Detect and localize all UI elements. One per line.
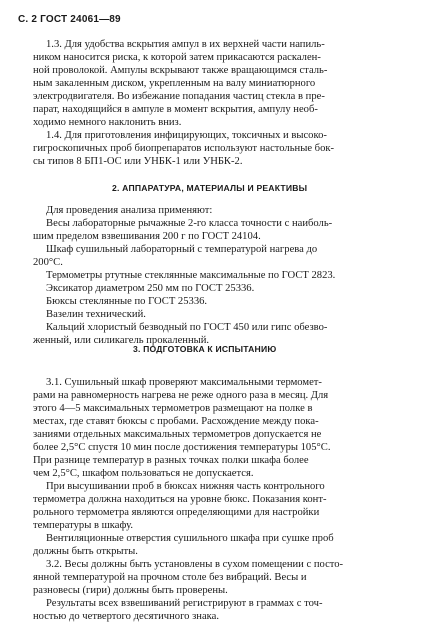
text-line: электродвигателя. Во избежание попадания частиц стекла в пре- — [33, 91, 325, 102]
text-line: Для проведения анализа применяют: — [46, 205, 213, 216]
text-line: женный, или силикагель прокаленный. — [33, 335, 210, 346]
text-line: 1.3. Для удобства вскрытия ампул в их верхней части напиль- — [46, 39, 325, 50]
text-line: 1.4. Для приготовления инфицирующих, токсичных и высоко- — [46, 130, 327, 141]
text-line: При разнице температур в разных точках полки шкафа более — [33, 455, 309, 466]
text-line: местах, где ставят бюксы с пробами. Расхождение между пока- — [33, 416, 319, 427]
text-line: заниями отдельных максимальных термометров допускается не — [33, 429, 322, 440]
text-line: Кальций хлористый безводный по ГОСТ 450 или гипс обезво- — [46, 322, 328, 333]
text-line: этого 4—5 максимальных термометров размещают на полке в — [33, 403, 313, 414]
text-line: Результаты всех взвешиваний регистрируют в граммах с точ- — [46, 598, 323, 609]
text-line: 3.2. Весы должны быть установлены в сухом помещении с посто- — [46, 559, 344, 570]
text-line: чем 2,5°С, шкафом пользоваться не допускается. — [33, 468, 254, 479]
text-line: Бюксы стеклянные по ГОСТ 25336. — [46, 296, 208, 307]
section-2-title: 2. АППАРАТУРА, МАТЕРИАЛЫ И РЕАКТИВЫ — [112, 183, 308, 193]
text-line: шим пределом взвешивания 200 г по ГОСТ 24104. — [33, 231, 261, 242]
text-line: температуры в шкафу. — [33, 520, 133, 531]
text-line: должны быть открыты. — [33, 546, 138, 557]
text-line: ником наносится риска, к которой затем прикасаются раскален- — [33, 52, 321, 63]
text-line: Шкаф сушильный лабораторный с температурой нагрева до — [46, 244, 318, 255]
page-header: С. 2 ГОСТ 24061—89 — [18, 14, 121, 25]
text-line: рами на равномерность нагрева не реже одного раза в месяц. Для — [33, 390, 329, 401]
text-line: термометра должна находиться на уровне бюкс. Показания конт- — [33, 494, 327, 505]
section-3-title: 3. ПОДГОТОВКА К ИСПЫТАНИЮ — [133, 344, 277, 354]
text-line: ходимо немного наклонить вниз. — [33, 117, 182, 128]
text-line: ностью до четвертого десятичного знака. — [33, 611, 220, 622]
text-line: более 2,5°С спустя 10 мин после достижения температуры 105°С. — [33, 442, 331, 453]
text-line: Весы лабораторные рычажные 2-го класса точности с наиболь- — [46, 218, 333, 229]
text-line: 3.1. Сушильный шкаф проверяют максимальными термомет- — [46, 377, 322, 388]
text-line: янной температурой на прочном столе без вибраций. Весы и — [33, 572, 307, 583]
text-line: ным закаленным диском, укрепленным на валу миниатюрного — [33, 78, 316, 89]
text-line: Вазелин технический. — [46, 309, 146, 320]
text-line: ной проволокой. Ампулы вскрывают также вращающимся сталь- — [33, 65, 328, 76]
text-line: Вентиляционные отверстия сушильного шкафа при сушке проб — [46, 533, 334, 544]
text-line: разновесы (гири) должны быть проверены. — [33, 585, 228, 596]
text-line: 200°С. — [33, 257, 63, 268]
text-line: сы типов 8 БП1-ОС или УНБК-1 или УНБК-2. — [33, 156, 243, 167]
text-line: При высушивании проб в бюксах нижняя часть контрольного — [46, 481, 325, 492]
text-line: Термометры ртутные стеклянные максимальные по ГОСТ 2823. — [46, 270, 336, 281]
text-line: парат, находящийся в ампуле в момент вскрытия, ампулу необ- — [33, 104, 318, 115]
text-line: рольного термометра являются определяющими для настройки — [33, 507, 320, 518]
text-line: гигроскопичных проб биопрепаратов используют настольные бок- — [33, 143, 335, 154]
text-line: Эксикатор диаметром 250 мм по ГОСТ 25336. — [46, 283, 255, 294]
